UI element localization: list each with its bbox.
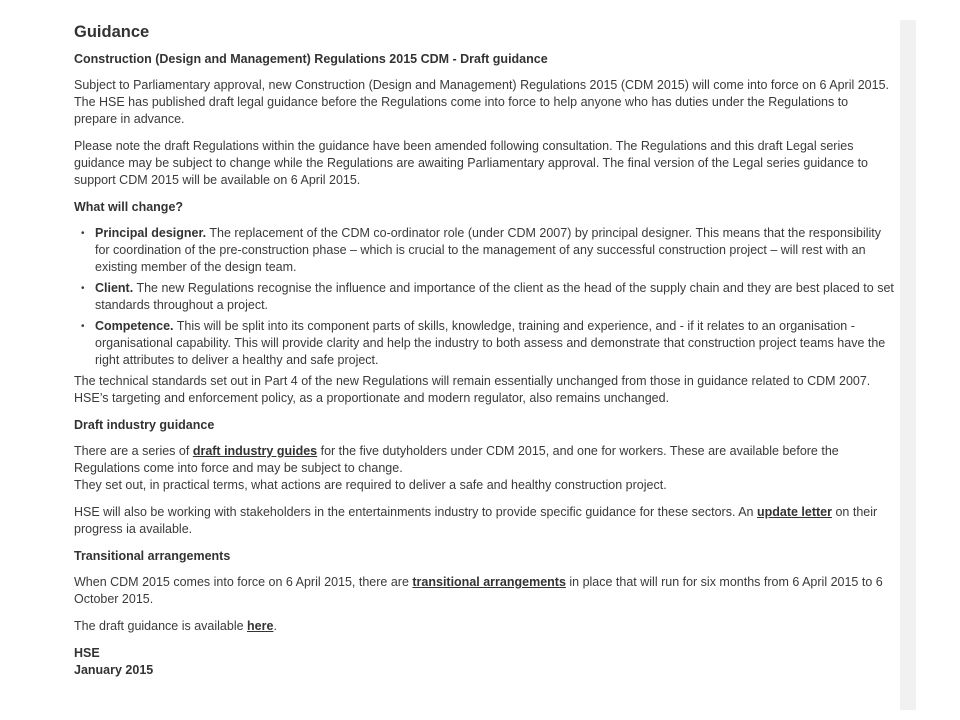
industry-text-before: There are a series of <box>74 444 193 458</box>
industry-text-after: for the five dutyholders under CDM 2015, and one for workers. These are available before the Regulations come into force and may be subject to change. <box>74 444 839 475</box>
update-letter-link[interactable]: update letter <box>756 505 832 519</box>
industry-p2-text-before: HSE will also be working with stakeholders in the entertainments industry to provide specific guidance for these sectors. An <box>74 505 757 519</box>
list-item <box>95 225 894 276</box>
change-text: The replacement of the CDM co-ordinator role (under CDM 2007) by principal designer. This means that the responsibility for coordination of the pre-construction phase – which is crucial to the management of any successful construction project – will rest with an existing member of the design team. <box>95 226 882 274</box>
here-link[interactable]: here <box>247 619 274 633</box>
industry-heading: Draft industry guidance <box>74 418 215 432</box>
changes-heading: What will change? <box>74 200 184 214</box>
change-term: Client. <box>95 281 134 295</box>
industry-p2-text-after: on their progress ia available. <box>74 505 878 536</box>
standards-paragraph: The technical standards set out in Part 4 of the new Regulations will remain essentially unchanged from those in guidance related to CDM 2007. HSE’s targeting and enforcement policy, as a proportionate and modern regulator, also remains unchanged. <box>74 374 871 405</box>
change-text: The new Regulations recognise the influence and importance of the client as the head of the supply chain and they are best placed to set standards throughout a project. <box>95 281 894 312</box>
signature-date: January 2015 <box>74 663 154 677</box>
availability-text-before: The draft guidance is available <box>74 619 248 633</box>
change-text: This will be split into its component parts of skills, knowledge, training and experience, and - if it relates to an organisation - organisational capability. This will provide clarity and help the industry to both assess and demonstrate that construction project teams have the right attributes to deliver a healthy and safe project. <box>95 319 886 367</box>
transition-heading: Transitional arrangements <box>74 549 231 563</box>
list-item <box>95 280 894 314</box>
transitional-arrangements-link[interactable]: transitional arrangements <box>412 575 566 589</box>
availability-text-after: . <box>273 619 277 633</box>
transition-paragraph <box>74 574 894 608</box>
draft-industry-guides-link[interactable]: draft industry guides <box>192 444 318 458</box>
change-term: Competence. <box>95 319 174 333</box>
transition-text-before: When CDM 2015 comes into force on 6 April 2015, there are <box>74 575 413 589</box>
list-item <box>95 318 894 369</box>
changes-list <box>74 225 894 369</box>
industry-paragraph-1 <box>74 443 894 477</box>
page-heading: Guidance <box>74 23 150 41</box>
availability-paragraph <box>74 618 894 635</box>
intro-paragraph-1: Subject to Parliamentary approval, new Construction (Design and Management) Regulations 2015 (CDM 2015) will come into force on 6 April 2015. The HSE has published draft legal guidance before the Regulations come into force to help anyone who has duties under the Regulations to prepare in advance. <box>74 78 890 126</box>
page-subtitle: Construction (Design and Management) Regulations 2015 CDM - Draft guidance <box>74 52 548 66</box>
signature-org: HSE <box>74 646 100 660</box>
transition-text-after: in place that will run for six months from 6 April 2015 to 6 October 2015. <box>74 575 883 606</box>
change-term: Principal designer. <box>95 226 207 240</box>
intro-paragraph-2: Please note the draft Regulations within the guidance have been amended following consultation. The Regulations and this draft Legal series guidance may be subject to change while the Regulations are awaiting Parliamentary approval. The final version of the Legal series guidance to support CDM 2015 will be available on 6 April 2015. <box>74 139 869 187</box>
guidance-content <box>74 22 894 679</box>
right-side-panel <box>900 20 916 710</box>
industry-paragraph-1-line-2: They set out, in practical terms, what actions are required to deliver a safe and healthy construction project. <box>74 478 667 492</box>
industry-paragraph-2 <box>74 504 894 538</box>
